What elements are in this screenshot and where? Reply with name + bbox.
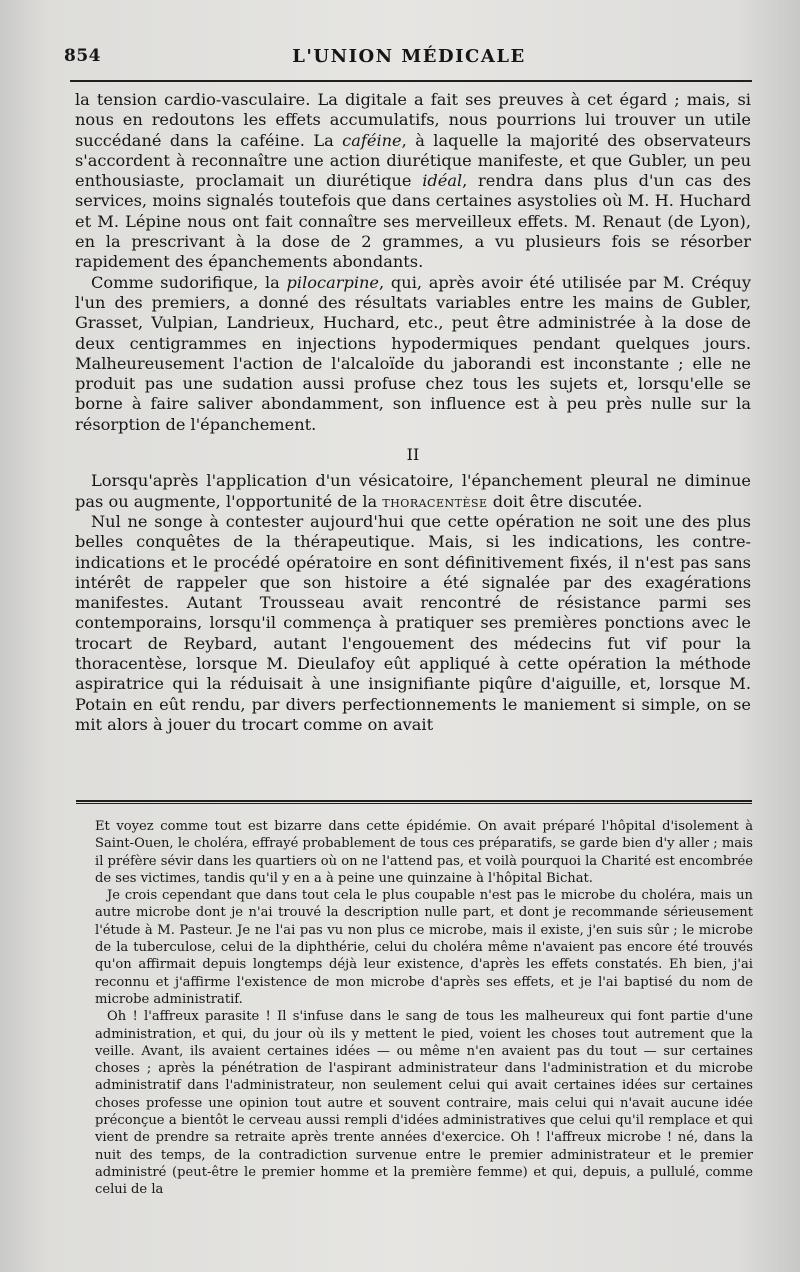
main-text	[75, 90, 751, 735]
footnote-paragraph-3: Oh ! l'affreux parasite ! Il s'infuse dans le sang de tous les malheureux qui font partie d'une administration, et qui, du jour où ils y mettent le pied, voient les choses tout autrement que la veille. Avant, ils avaient certaines idées — ou même n'en avaient pas du tout — sur certaines choses ; après la pénétration de l'aspirant administrateur dans l'administration et du microbe administratif dans l'administrateur, non seulement celui qui avait certaines idées sur certaines choses professe une opinion tout autre et souvent contraire, mais celui qui n'avait aucune idée préconçue a bientôt le cerveau aussi rempli d'idées administratives que celui qu'il remplace et qui vient de prendre sa retraite après trente années d'exercice. Oh ! l'affreux microbe ! né, dans la nuit des temps, de la contradiction survenue entre le premier administrateur et le premier administré (peut-être le premier homme et la première femme) et qui, depuis, a pullulé, comme celui de la	[95, 1009, 753, 1198]
footnote	[95, 818, 753, 1199]
paragraph-thoracentese: Lorsqu'après l'application d'un vésicatoire, l'épanchement pleural ne diminue pas ou augmente, l'opportunité de la thoracentèse doit être discutée.	[75, 471, 751, 511]
page-number: 854	[64, 46, 101, 66]
ideal-term: idéal	[422, 171, 463, 191]
paragraph-digitale: la tension cardio-vasculaire. La digitale a fait ses preuves à cet égard ; mais, si nous en redoutons les effets accumulatifs, nous pourrions lui trouver un utile succédané dans la caféine. La caféine, à laquelle la majorité des observateurs s'accordent à reconnaître une action diurétique manifeste, et que Gubler, un peu enthousiaste, proclamait un diurétique idéal, rendra dans plus d'un cas des services, moins signalés toutefois que dans certaines asystolies où M. H. Huchard et M. Lépine nous ont fait connaître ses merveilleux effets. M. Renaut (de Lyon), en la prescrivant à la dose de 2 grammes, a vu plusieurs fois se résorber rapidement des épanchements abondants.	[75, 90, 751, 272]
paragraph-pilocarpine: Comme sudorifique, la pilocarpine, qui, après avoir été utilisée par M. Créquy l'un des premiers, a donné des résultats variables entre les mains de Gubler, Grasset, Vulpian, Landrieux, Huchard, etc., peut être administrée à la dose de deux centigrammes en injections hypodermiques pendant quelques jours. Malheureusement l'action de l'alcaloïde du jaborandi est inconstante ; elle ne produit pas une sudation aussi profuse chez tous les sujets et, lorsqu'elle se borne à faire saliver abondamment, son influence est à peu près nulle sur la résorption de l'épanchement.	[75, 272, 751, 434]
page-header	[64, 44, 754, 72]
caffeine-term: caféine	[342, 130, 402, 150]
thoracentese-term: thoracentèse	[382, 492, 488, 511]
pilocarpine-term: pilocarpine	[286, 272, 380, 292]
header-rule	[70, 80, 752, 82]
section-number: II	[406, 445, 420, 465]
footnote-paragraph-1: Et voyez comme tout est bizarre dans cette épidémie. On avait préparé l'hôpital d'isolement à Saint-Ouen, le choléra, effrayé probablement de tous ces préparatifs, se garde bien d'y aller ; mais il préfère sévir dans les quartiers où on ne l'attend pas, et voilà pourquoi la Charité est encombrée de ses victimes, tandis qu'il y en a à peine une quinzaine à l'hôpital Bichat.	[95, 819, 753, 886]
running-title: L'UNION MÉDICALE	[292, 46, 526, 67]
footnote-rule	[76, 800, 752, 804]
footnote-paragraph-2: Je crois cependant que dans tout cela le plus coupable n'est pas le microbe du choléra, mais un autre microbe dont je n'ai trouvé la description nulle part, et dont je recommande sérieusement l'étude à M. Pasteur. Je ne l'ai pas vu non plus ce microbe, mais il existe, j'en suis sûr ; le microbe de la tuberculose, celui de la diphthérie, celui du choléra même n'avaient pas encore été trouvés qu'on affirmait depuis longtemps déjà leur existence, d'après les effets constatés. Eh bien, j'ai reconnu et j'affirme l'existence de mon microbe d'après ses effets, et je l'ai baptisé du nom de microbe administratif.	[95, 888, 753, 1007]
paragraph-history: Nul ne songe à contester aujourd'hui que cette opération ne soit une des plus belles conquêtes de la thérapeutique. Mais, si les indications, les contre-indications et le procédé opératoire en sont définitivement fixés, il n'est pas sans intérêt de rappeler que son histoire a été signalée par des exagérations manifestes. Autant Trousseau avait rencontré de résistance parmi ses contemporains, lorsqu'il commença à pratiquer ses premières ponctions avec le trocart de Reybard, autant l'engouement des médecins fut vif pour la thoracentèse, lorsque M. Dieulafoy eût appliqué à cette opération la méthode aspiratrice qui la réduisait à une insignifiante piqûre d'aiguille, et, lorsque M. Potain en eût rendu, par divers perfectionnements le maniement si simple, on se mit alors à jouer du trocart comme on avait	[75, 511, 751, 734]
